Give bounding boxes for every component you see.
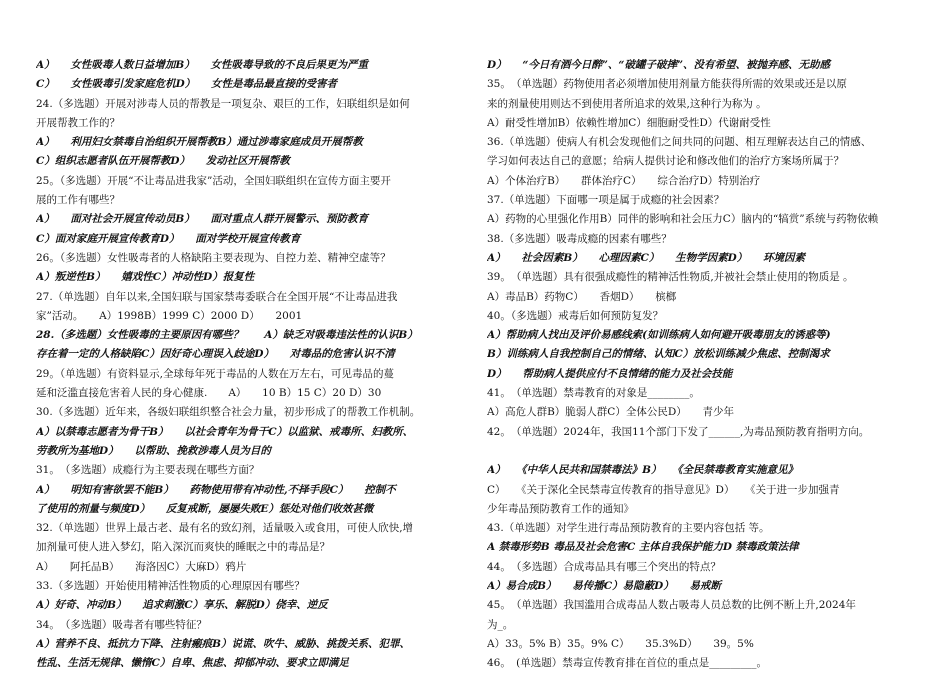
text-line: 27.（单选题）自年以来,全国妇联与国家禁毒委联合在全国开展“不让毒品进我	[36, 290, 398, 303]
text-line: 32.（单选题）世界上最古老、最有名的致幻剂，适量吸入或食用，可使人欣快,增	[36, 522, 414, 535]
text-line: A）药物的心里强化作用B）同伴的影响和社会压力C）脑内的“犒赏”系统与药物依赖	[487, 213, 879, 226]
text-line: 46。 (单选题）禁毒宣传教育排在首位的重点是_________。	[487, 657, 767, 670]
text-line: 存在着一定的人格缺陷C）因好奇心理误入歧途D） 对毒品的危害认识不清	[36, 348, 395, 361]
text-line: A）营养不良、抵抗力下降、注射瘢痕B）说谎、吹牛、威胁、挑拨关系、犯罪、	[36, 637, 411, 650]
text-line: 38.（多选题）吸毒成瘾的因素有哪些？	[487, 232, 672, 245]
text-line: C）面对家庭开展宣传教育D） 面对学校开展宣传教育	[36, 232, 301, 245]
text-line: 33.（多选题）开始使用精神活性物质的心理原因有哪些？	[36, 580, 305, 593]
text-line: A） 利用妇女禁毒自治组织开展帮教B）通过涉毒家庭成员开展帮教	[36, 136, 363, 149]
text-line: A）以禁毒志愿者为骨干B） 以社会青年为骨干C）以监狱、戒毒所、妇教所、	[36, 425, 414, 438]
text-line: A）好奇、冲动B） 追求刺激C）享乐、解脱D）侥幸、逆反	[36, 599, 328, 612]
left-column	[36, 56, 464, 674]
text-line: 37.（单选题）下面哪一项是属于成瘾的社会因素？	[487, 194, 725, 207]
text-line: 25。（多选题）开展“不让毒品进我家”活动，全国妇联组织在宣传方面主要开	[36, 174, 391, 187]
text-line: 31。 （多选题）成瘾行为主要表现在哪些方面？	[36, 464, 260, 477]
text-line: 28.（多选题）女性吸毒的主要原因有哪些？ A）缺乏对吸毒违法性的认识B）	[36, 329, 418, 342]
text-line: A） 《中华人民共和国禁毒法》B） 《全民禁毒教育实施意见》	[487, 464, 799, 477]
text-line: 30.（多选题）近年来，各级妇联组织整合社会力量，初步形成了的帮教工作机制。	[36, 406, 421, 419]
text-line: A） 阿托品B） 海洛因C）大麻D）鸦片	[36, 560, 247, 573]
text-line: C）组织志愿者队伍开展帮教D） 发动社区开展帮教	[36, 155, 290, 168]
text-line: 39。 （单选题）具有很强成瘾性的精神活性物质,并被社会禁止使用的物质是 。	[487, 271, 854, 284]
text-line: 劳教所为基地D） 以帮助、挽救涉毒人员为目的	[36, 444, 271, 457]
text-line: 34。 （多选题）吸毒者有哪些特征？	[36, 618, 207, 631]
text-line: 26。（多选题）女性吸毒者的人格缺陷主要表现为、自控力差、精神空虚等？	[36, 251, 391, 264]
text-line: 45。 （单选题）我国滥用合成毒品人数占吸毒人员总数的比例不断上升,2024年	[487, 599, 856, 612]
text-line: 43.（单选题）对学生进行毒品预防教育的主要内容包括 等。	[487, 522, 770, 535]
text-line: D） “今日有酒今日醉”、“破罐子破摔”、没有希望、被抛弃感、无助感	[487, 59, 831, 71]
text-line: A） 女性吸毒人数日益增加B） 女性吸毒导致的不良后果更为严重	[36, 59, 369, 71]
text-line: 42。 （单选题）2024年，我国11个部门下发了______,为毒品预防教育指明方向。	[487, 425, 870, 438]
text-line: 延和泛滥直接危害着人民的身心健康. A） 10 B）15 C）20 D）30	[36, 387, 382, 400]
text-line: 少年毒品预防教育工作的通知》	[487, 502, 634, 515]
text-line: 44。 （多选题）合成毒品具有哪三个突出的特点？	[487, 560, 721, 573]
text-line: A）33。5% B）35。9% C） 35.3%D） 39。5%	[487, 637, 754, 650]
text-line: 41。 （单选题）禁毒教育的对象是________。	[487, 387, 700, 400]
text-line: 性乱、生活无规律、懒惰C）自卑、焦虑、抑郁冲动、要求立即满足	[36, 657, 349, 670]
text-line: 学习如何表达自己的意愿；给病人提供讨论和修改他们的治疗方案场所属于？	[487, 155, 844, 168]
text-line: 来的剂量使用则达不到使用者所追求的效果,这种行为称为 。	[487, 97, 767, 110]
text-line: A）耐受性增加B）依赖性增加C）细胞耐受性D）代谢耐受性	[487, 116, 771, 129]
text-line: 35。 （单选题）药物使用者必须增加使用剂量方能获得所需的效果或还是以原	[487, 78, 847, 91]
text-line: 加剂量可使人进入梦幻，陷入深沉而爽快的睡眠之中的毒品是？	[36, 541, 330, 554]
text-line: 开展帮教工作的？	[36, 116, 120, 129]
text-line: A） 明知有害欲罢不能B） 药物使用带有冲动性,不择手段C） 控制不	[36, 483, 396, 496]
text-line: 29。（单选题）有资料显示,全球每年死于毒品的人数在万左右，可见毒品的蔓	[36, 367, 394, 380]
text-line: 24.（多选题）开展对涉毒人员的帮教是一项复杂、艰巨的工作，妇联组织是如何	[36, 97, 410, 110]
text-line: C） 《关于深化全民禁毒宣传教育的指导意见》D） 《关于进一步加强青	[487, 483, 840, 496]
text-line: 展的工作有哪些？	[36, 194, 120, 207]
text-line: 家”活动。 A）1998B）1999 C）2000 D） 2001	[36, 309, 303, 322]
text-line: A）帮助病人找出及评价易感线索(如训练病人如何避开吸毒朋友的诱惑等)	[487, 329, 831, 342]
text-line: A）毒品B）药物C） 香烟D） 槟榔	[487, 290, 677, 303]
text-line	[487, 442, 917, 461]
text-line: B）训练病人自我控制自己的情绪、认知C）放松训练减少焦虑、控制渴求	[487, 348, 830, 361]
text-line: A）个体治疗B） 群体治疗C） 综合治疗D）特别治疗	[487, 174, 761, 187]
text-line: A）叛逆性B） 嬉戏性C）冲动性D）报复性	[36, 271, 255, 284]
text-line: 36.（单选题）使病人有机会发现他们之间共同的问题、相互理解表达自己的情感、	[487, 136, 872, 149]
text-line: 为_。	[487, 618, 514, 631]
text-line: 40。（多选题）戒毒后如何预防复发？	[487, 309, 664, 322]
text-line: A）高危人群B）脆弱人群C）全体公民D） 青少年	[487, 406, 735, 419]
text-line: 了使用的剂量与频度D） 反复戒断，屡屡失败E）惩处对他们收效甚微	[36, 502, 374, 515]
text-line: C） 女性吸毒引发家庭危机D） 女性是毒品最直接的受害者	[36, 78, 337, 91]
text-line: A） 面对社会开展宣传动员B） 面对重点人群开展警示、预防教育	[36, 213, 369, 226]
text-line: A） 社会因素B） 心理因素C） 生物学因素D） 环境因素	[487, 251, 805, 264]
text-line: A）易合成B） 易传播C）易隐蔽D） 易戒断	[487, 580, 721, 593]
text-line: A 禁毒形势B 毒品及社会危害C 主体自我保护能力D 禁毒政策法律	[487, 541, 799, 554]
right-column	[487, 56, 917, 674]
text-line: D） 帮助病人提供应付不良情绪的能力及社会技能	[487, 367, 733, 380]
